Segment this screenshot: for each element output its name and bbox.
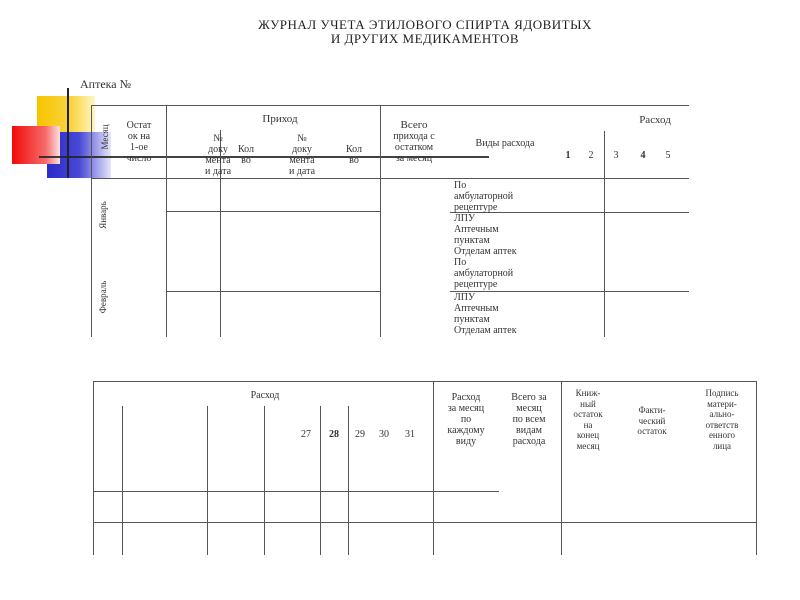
header-line: доку <box>292 144 312 155</box>
table-vertical-rule <box>207 406 208 555</box>
table-horizontal-rule <box>91 178 689 179</box>
month-label-january: Январь <box>98 201 108 229</box>
expense-line: амбулаторной <box>454 191 514 202</box>
header-line: Кол <box>345 144 363 155</box>
actual-balance-header <box>622 405 682 437</box>
header-line: Расход <box>451 392 481 403</box>
table-vertical-rule <box>122 406 123 555</box>
day-header-4: 4 <box>640 150 646 161</box>
header-line: месяц <box>576 440 600 451</box>
journal-title-line2: И ДРУГИХ МЕДИКАМЕНТОВ <box>330 31 520 46</box>
expense-line: пунктам <box>454 235 490 246</box>
header-line: Всего за <box>511 392 547 403</box>
table-horizontal-rule <box>93 491 499 492</box>
signature-header <box>690 388 754 451</box>
expense-line: рецептуре <box>454 202 498 213</box>
header-line: за месяц <box>447 403 485 414</box>
table-vertical-rule <box>380 105 381 337</box>
expense-line: По <box>454 180 467 191</box>
decor-red-square <box>12 126 60 164</box>
balance-header-line: ок на <box>127 131 151 142</box>
header-line: за месяц <box>395 153 433 164</box>
expense-line: Аптечным <box>454 224 499 235</box>
expense-row-3 <box>454 292 594 336</box>
header-line: во <box>349 155 359 166</box>
day-header-31: 31 <box>405 429 415 440</box>
expense-types-header: Виды расхода <box>475 138 535 149</box>
expense-row-1 <box>454 180 594 213</box>
header-line: ческий <box>638 415 666 426</box>
expense-line: ЛПУ <box>454 213 476 224</box>
header-line: и дата <box>204 166 232 177</box>
expense-line: Отделам аптек <box>454 246 517 257</box>
table-vertical-rule <box>433 381 434 555</box>
day-header-30: 30 <box>379 429 389 440</box>
income-qty-header-1 <box>226 144 266 166</box>
header-line: по всем <box>512 414 546 425</box>
header-line: Подпись <box>705 388 739 398</box>
header-line: конец <box>576 430 600 440</box>
header-line: и дата <box>288 166 316 177</box>
header-line: месяц <box>516 403 542 414</box>
table-horizontal-rule <box>166 291 380 292</box>
header-line: мента <box>289 155 315 166</box>
table-vertical-rule <box>561 381 562 555</box>
day-header-5: 5 <box>665 150 671 161</box>
table-vertical-rule <box>348 406 349 555</box>
decor-vertical-line <box>67 88 69 178</box>
day-header-2: 2 <box>588 150 594 161</box>
header-line: матери- <box>707 398 737 409</box>
expense-line: ЛПУ <box>454 292 476 303</box>
expense-line: По <box>454 257 467 268</box>
monthly-all-types-header <box>500 392 558 447</box>
header-line: Факти- <box>638 405 666 415</box>
journal-title-line1: ЖУРНАЛ УЧЕТА ЭТИЛОВОГО СПИРТА ЯДОВИТЫХ <box>258 17 592 32</box>
header-line: на <box>583 419 593 430</box>
header-line: ально- <box>709 409 735 419</box>
income-header: Приход <box>262 113 298 125</box>
day-header-29: 29 <box>355 429 365 440</box>
balance-header <box>114 120 164 164</box>
book-balance-header <box>563 388 613 451</box>
day-header-3: 3 <box>613 150 619 161</box>
header-line: расхода <box>512 436 546 447</box>
expense-header-bottom: Расход <box>250 390 280 401</box>
table-horizontal-rule <box>93 522 756 523</box>
day-header-27: 27 <box>301 429 311 440</box>
balance-header-line: 1-ое <box>130 142 148 153</box>
total-income-header <box>382 120 446 164</box>
table-vertical-rule <box>264 406 265 555</box>
day-header-1: 1 <box>565 150 571 161</box>
day-header-28: 28 <box>329 429 339 440</box>
month-label-february: Февраль <box>98 280 108 314</box>
table-vertical-rule <box>756 381 757 555</box>
expense-line: Отделам аптек <box>454 325 517 336</box>
header-line: Книж- <box>575 388 601 398</box>
header-line: № <box>297 133 307 144</box>
table-vertical-rule <box>604 131 605 337</box>
header-line: остаток <box>637 426 667 436</box>
header-line: Всего <box>400 119 428 131</box>
header-line: доку <box>208 144 228 155</box>
table-vertical-rule <box>93 381 94 555</box>
header-line: № <box>213 133 223 144</box>
header-line: видам <box>516 425 542 436</box>
table-vertical-rule <box>166 105 167 337</box>
income-doc-number-header-2 <box>280 133 324 177</box>
header-line: Кол <box>237 144 255 155</box>
month-header: Месяц <box>100 124 110 150</box>
header-line: во <box>241 155 251 166</box>
expense-line: Аптечным <box>454 303 499 314</box>
header-line: каждому <box>447 425 485 436</box>
header-line: остатком <box>394 142 434 153</box>
header-line: лица <box>712 440 732 451</box>
header-line: мента <box>205 155 231 166</box>
expense-line: амбулаторной <box>454 268 514 279</box>
header-line: по <box>460 414 472 425</box>
header-line: ответств <box>705 419 739 430</box>
table-horizontal-rule <box>166 211 380 212</box>
header-line: ный <box>580 398 596 409</box>
expense-header: Расход <box>639 114 671 126</box>
expense-row-2 <box>454 213 594 290</box>
table-horizontal-rule <box>93 381 756 382</box>
table-vertical-rule <box>320 406 321 555</box>
table-vertical-rule <box>91 105 92 337</box>
balance-header-line: число <box>126 153 152 164</box>
header-line: виду <box>455 436 477 447</box>
header-line: прихода с <box>393 131 435 142</box>
monthly-by-type-header <box>436 392 496 447</box>
expense-line: пунктам <box>454 314 490 325</box>
header-line: енного <box>708 430 736 440</box>
expense-line: рецептуре <box>454 279 498 290</box>
income-qty-header-2 <box>334 144 374 166</box>
header-line: остаток <box>573 409 603 419</box>
pharmacy-number-label: Аптека № <box>80 77 132 91</box>
table-horizontal-rule <box>91 105 689 106</box>
balance-header-line: Остат <box>126 120 152 131</box>
